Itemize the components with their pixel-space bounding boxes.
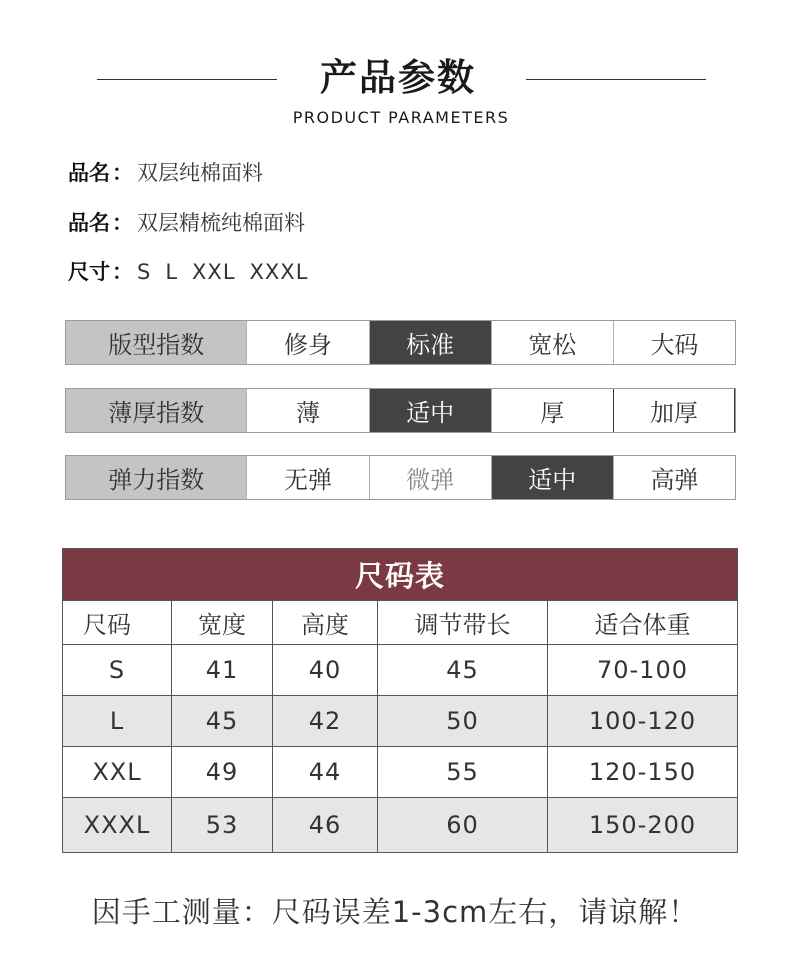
elasticity-option-none: 无弹: [246, 456, 368, 499]
fit-option-standard: 标准: [369, 321, 491, 364]
fit-option-slim: 修身: [246, 321, 368, 364]
info-line-material-detail: [68, 208, 305, 238]
table-cell: 45: [377, 645, 547, 695]
thickness-index-row: [65, 388, 736, 433]
table-row: [63, 747, 737, 798]
info-key: 品名: [68, 211, 110, 235]
size-chart-table: [62, 548, 738, 853]
table-cell: 50: [377, 696, 547, 746]
fit-option-plus: 大码: [613, 321, 735, 364]
header-cell-strap-length: 调节带长: [377, 601, 547, 644]
elasticity-option-high: 高弹: [613, 456, 735, 499]
size-chart-header-row: [63, 601, 737, 645]
size-option: XXL: [192, 260, 236, 284]
table-cell: 41: [171, 645, 272, 695]
size-chart-title: 尺码表: [63, 549, 737, 601]
table-cell: 150-200: [547, 798, 737, 852]
thickness-option-thick: 厚: [491, 389, 613, 432]
size-option: XXXL: [249, 260, 309, 284]
info-key: 品名: [68, 161, 110, 185]
info-line-sizes: [68, 257, 322, 287]
thickness-index-label: 薄厚指数: [66, 389, 246, 432]
thickness-option-extra-thick: 加厚: [613, 389, 735, 432]
fit-index-label: 版型指数: [66, 321, 246, 364]
elasticity-option-medium: 适中: [491, 456, 613, 499]
page-subtitle: PRODUCT PARAMETERS: [292, 108, 510, 127]
size-option: S: [137, 260, 152, 284]
measurement-note: 因手工测量：尺码误差1-3cm左右，请谅解！: [91, 895, 699, 929]
table-cell: 60: [377, 798, 547, 852]
header-cell-size: 尺码: [83, 611, 131, 639]
table-cell: 120-150: [547, 747, 737, 797]
elasticity-index-row: [65, 455, 736, 500]
info-value: 双层纯棉面料: [137, 161, 263, 185]
thickness-option-thin: 薄: [246, 389, 368, 432]
header-cell-weight: 适合体重: [547, 601, 737, 644]
table-cell: 45: [171, 696, 272, 746]
table-cell: 100-120: [547, 696, 737, 746]
info-key: 尺寸: [68, 260, 110, 284]
table-cell: 44: [272, 747, 377, 797]
header-cell-width: 宽度: [171, 601, 272, 644]
fit-option-loose: 宽松: [491, 321, 613, 364]
table-cell: 70-100: [547, 645, 737, 695]
table-row: [63, 645, 737, 696]
info-value: 双层精梳纯棉面料: [137, 211, 305, 235]
table-cell: S: [108, 656, 126, 684]
table-cell: XXXL: [83, 811, 151, 839]
table-cell: XXL: [92, 758, 142, 786]
info-colon: ：: [112, 161, 133, 185]
info-line-material: [68, 158, 263, 188]
table-cell: 53: [171, 798, 272, 852]
thickness-option-medium: 适中: [369, 389, 491, 432]
elasticity-index-label: 弹力指数: [66, 456, 246, 499]
table-cell: 49: [171, 747, 272, 797]
table-cell: 55: [377, 747, 547, 797]
page-title: 产品参数: [320, 56, 476, 99]
table-row: [63, 798, 737, 852]
size-list: [137, 260, 322, 284]
table-cell: 40: [272, 645, 377, 695]
table-row: [63, 696, 737, 747]
info-colon: ：: [112, 211, 133, 235]
header-cell-height: 高度: [272, 601, 377, 644]
table-cell: 42: [272, 696, 377, 746]
table-cell: L: [109, 707, 125, 735]
info-colon: ：: [112, 260, 133, 284]
table-cell: 46: [272, 798, 377, 852]
fit-index-row: [65, 320, 736, 365]
size-option: L: [165, 260, 179, 284]
elasticity-option-slight: 微弹: [369, 456, 491, 499]
